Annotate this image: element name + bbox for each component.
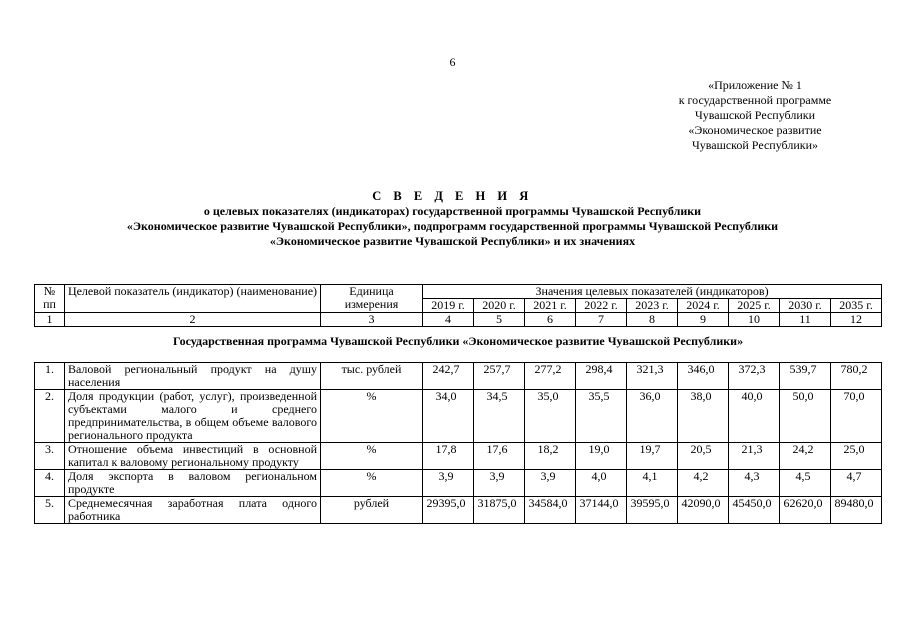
row-number-cell: 2. xyxy=(35,390,65,443)
year-header-cell: 2020 г. xyxy=(474,299,525,313)
document-subtitle-line: о целевых показателях (индикаторах) государственной программы Чувашской Республики xyxy=(203,204,702,218)
column-number-cell: 1 xyxy=(35,313,65,327)
value-cell: 21,3 xyxy=(729,443,780,470)
header-cell-no: № пп xyxy=(35,285,65,313)
year-header-cell: 2022 г. xyxy=(576,299,627,313)
appendix-line: «Приложение № 1 xyxy=(708,78,802,92)
value-cell: 277,2 xyxy=(525,363,576,390)
year-header-cell: 2030 г. xyxy=(780,299,831,313)
value-cell: 17,6 xyxy=(474,443,525,470)
value-cell: 3,9 xyxy=(525,470,576,497)
value-cell: 36,0 xyxy=(627,390,678,443)
column-number-cell: 3 xyxy=(321,313,423,327)
value-cell: 19,7 xyxy=(627,443,678,470)
document-header xyxy=(0,189,905,249)
value-cell: 34,0 xyxy=(423,390,474,443)
page-number: 6 xyxy=(449,55,456,69)
unit-cell: % xyxy=(321,443,423,470)
value-cell: 25,0 xyxy=(831,443,882,470)
indicator-name-cell: Доля продукции (работ, услуг), произведенной субъектами малого и среднего предпринимательства, в общем объеме валового регионального продукта xyxy=(65,390,321,443)
value-cell: 298,4 xyxy=(576,363,627,390)
document-subtitle-line: «Экономическое развитие Чувашской Республики» и их значениях xyxy=(269,234,636,248)
value-cell: 35,0 xyxy=(525,390,576,443)
unit-cell: тыс. рублей xyxy=(321,363,423,390)
section-title: Государственная программа Чувашской Республики «Экономическое развитие Чувашской Республики» xyxy=(173,334,744,348)
appendix-line: Чувашской Республики xyxy=(694,108,816,122)
value-cell: 4,3 xyxy=(729,470,780,497)
value-cell: 45450,0 xyxy=(729,497,780,524)
value-cell: 29395,0 xyxy=(423,497,474,524)
value-cell: 17,8 xyxy=(423,443,474,470)
value-cell: 20,5 xyxy=(678,443,729,470)
value-cell: 4,0 xyxy=(576,470,627,497)
value-cell: 4,7 xyxy=(831,470,882,497)
value-cell: 19,0 xyxy=(576,443,627,470)
value-cell: 24,2 xyxy=(780,443,831,470)
value-cell: 34584,0 xyxy=(525,497,576,524)
table-body xyxy=(35,285,882,524)
header-cell-indicator: Целевой показатель (индикатор) (наименование) xyxy=(65,285,321,313)
value-cell: 780,2 xyxy=(831,363,882,390)
value-cell: 39595,0 xyxy=(627,497,678,524)
value-cell: 3,9 xyxy=(423,470,474,497)
value-cell: 31875,0 xyxy=(474,497,525,524)
year-header-cell: 2035 г. xyxy=(831,299,882,313)
column-number-cell: 9 xyxy=(678,313,729,327)
indicator-name-cell: Отношение объема инвестиций в основной капитал к валовому региональному продукту xyxy=(65,443,321,470)
value-cell: 539,7 xyxy=(780,363,831,390)
value-cell: 70,0 xyxy=(831,390,882,443)
column-number-cell: 5 xyxy=(474,313,525,327)
row-number-cell: 3. xyxy=(35,443,65,470)
value-cell: 62620,0 xyxy=(780,497,831,524)
row-number-cell: 1. xyxy=(35,363,65,390)
year-header-cell: 2024 г. xyxy=(678,299,729,313)
column-number-cell: 2 xyxy=(65,313,321,327)
document-title: С В Е Д Е Н И Я xyxy=(372,189,533,203)
value-cell: 37144,0 xyxy=(576,497,627,524)
column-number-cell: 4 xyxy=(423,313,474,327)
year-header-cell: 2025 г. xyxy=(729,299,780,313)
indicator-name-cell: Доля экспорта в валовом региональном продукте xyxy=(65,470,321,497)
table-row xyxy=(35,443,882,470)
column-number-cell: 12 xyxy=(831,313,882,327)
year-header-cell: 2023 г. xyxy=(627,299,678,313)
indicator-name-cell: Валовой региональный продукт на душу населения xyxy=(65,363,321,390)
value-cell: 4,2 xyxy=(678,470,729,497)
value-cell: 38,0 xyxy=(678,390,729,443)
table-row xyxy=(35,363,882,390)
value-cell: 18,2 xyxy=(525,443,576,470)
value-cell: 242,7 xyxy=(423,363,474,390)
document-subtitle-line: «Экономическое развитие Чувашской Республики», подпрограмм государственной программы Чувашской Республики xyxy=(126,219,779,233)
appendix-line: к государственной программе xyxy=(678,93,832,107)
value-cell: 35,5 xyxy=(576,390,627,443)
indicator-name-cell: Среднемесячная заработная плата одного работника xyxy=(65,497,321,524)
value-cell: 4,5 xyxy=(780,470,831,497)
column-number-cell: 11 xyxy=(780,313,831,327)
value-cell: 372,3 xyxy=(729,363,780,390)
header-row xyxy=(35,285,882,299)
value-cell: 321,3 xyxy=(627,363,678,390)
indicators-table xyxy=(34,284,882,524)
value-cell: 89480,0 xyxy=(831,497,882,524)
year-header-cell: 2019 г. xyxy=(423,299,474,313)
header-cell-values-group: Значения целевых показателей (индикаторов) xyxy=(423,285,882,299)
column-number-cell: 6 xyxy=(525,313,576,327)
value-cell: 50,0 xyxy=(780,390,831,443)
column-number-cell: 7 xyxy=(576,313,627,327)
section-row xyxy=(35,327,882,363)
value-cell: 34,5 xyxy=(474,390,525,443)
appendix-line: «Экономическое развитие xyxy=(688,123,822,137)
value-cell: 4,1 xyxy=(627,470,678,497)
header-cell-unit: Единица измерения xyxy=(321,285,423,313)
table-row xyxy=(35,390,882,443)
column-numbers-row xyxy=(35,313,882,327)
appendix-note xyxy=(655,78,855,153)
unit-cell: % xyxy=(321,390,423,443)
table-row xyxy=(35,497,882,524)
unit-cell: % xyxy=(321,470,423,497)
appendix-line: Чувашской Республики» xyxy=(691,138,819,152)
row-number-cell: 4. xyxy=(35,470,65,497)
row-number-cell: 5. xyxy=(35,497,65,524)
value-cell: 3,9 xyxy=(474,470,525,497)
unit-cell: рублей xyxy=(321,497,423,524)
column-number-cell: 8 xyxy=(627,313,678,327)
value-cell: 42090,0 xyxy=(678,497,729,524)
value-cell: 40,0 xyxy=(729,390,780,443)
value-cell: 346,0 xyxy=(678,363,729,390)
table-row xyxy=(35,470,882,497)
value-cell: 257,7 xyxy=(474,363,525,390)
column-number-cell: 10 xyxy=(729,313,780,327)
year-header-cell: 2021 г. xyxy=(525,299,576,313)
